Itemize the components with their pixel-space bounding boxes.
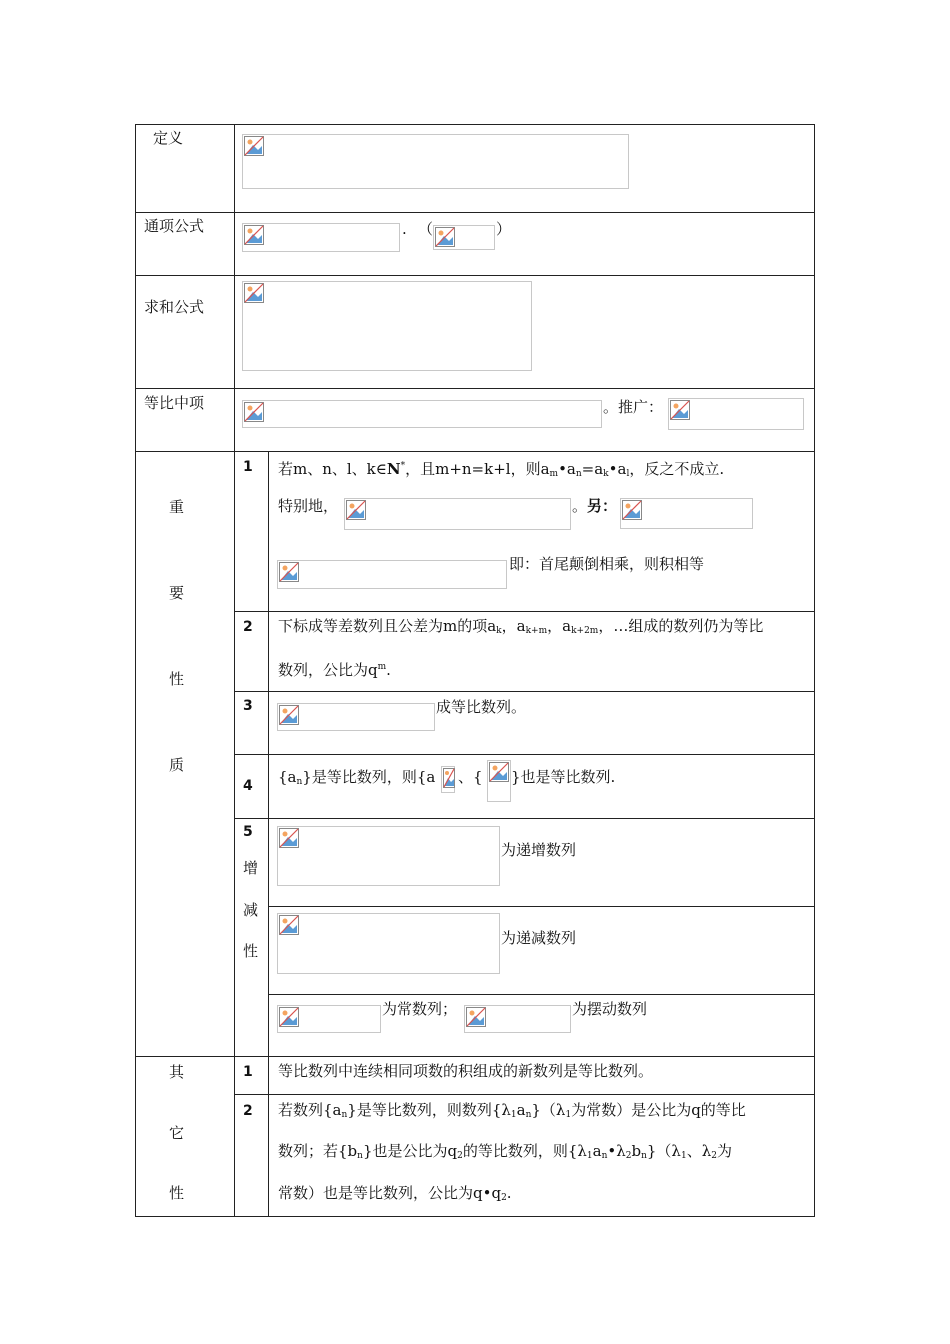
- text-run: 2: [501, 1193, 507, 1203]
- text-run: *: [400, 461, 406, 471]
- text-run: k: [496, 626, 502, 636]
- row-divider: [135, 451, 815, 452]
- property-text: 等比数列中连续相同项数的积组成的新数列是等比数列。: [278, 1062, 654, 1080]
- text-run: •a: [608, 460, 627, 478]
- row-divider: [135, 1056, 815, 1057]
- row-divider: [235, 691, 815, 692]
- text-run: 若m、n、l、k∈: [278, 460, 387, 478]
- other-label-char: 性: [169, 1184, 185, 1202]
- text-run: 的等比数列，则{λ: [462, 1142, 587, 1160]
- property-text: 为常数列；: [382, 1000, 458, 1018]
- text-run: k: [603, 469, 609, 479]
- text-run: ，…组成的数列仍为等比: [598, 617, 764, 635]
- general-term-label: 通项公式: [144, 217, 205, 235]
- table-border-left: [135, 124, 136, 1217]
- row-divider: [135, 388, 815, 389]
- text-run: =a: [581, 460, 604, 478]
- broken-image-icon: [466, 1007, 486, 1027]
- text-run: }（λ: [646, 1142, 681, 1160]
- monotonicity-label-char: 增: [243, 859, 259, 877]
- properties-label-char: 要: [169, 584, 185, 602]
- formula-image: [277, 1005, 381, 1033]
- row-divider: [235, 1094, 815, 1095]
- text-run: 另：: [587, 497, 618, 515]
- formula-image: [277, 703, 435, 731]
- text-run: 常数）也是等比数列，公比为q•q: [278, 1184, 502, 1202]
- formula-image: [242, 400, 602, 428]
- broken-image-icon: [279, 1007, 299, 1027]
- column-divider: [234, 124, 235, 1217]
- formula-image: [277, 826, 500, 886]
- text-run: b: [631, 1142, 642, 1160]
- formula-image: [441, 766, 455, 793]
- text-run: a: [592, 1142, 602, 1160]
- property-text: 即：首尾颠倒相乘，则积相等: [509, 555, 705, 573]
- text-run: n: [296, 777, 303, 787]
- text-run: 1: [510, 1110, 517, 1120]
- text-run: .: [506, 1184, 512, 1202]
- row-divider: [135, 275, 815, 276]
- text-run: l: [626, 469, 630, 479]
- property-text: [278, 1100, 746, 1125]
- text-run: n: [601, 1151, 608, 1161]
- property-number: 2: [243, 619, 253, 635]
- text-run: }（λ: [531, 1101, 566, 1119]
- row-divider: [135, 212, 815, 213]
- broken-image-icon: [244, 283, 264, 303]
- row-divider: [235, 611, 815, 612]
- text-run: }也是公比为q: [362, 1142, 458, 1160]
- broken-image-icon: [346, 500, 366, 520]
- property-number: 1: [243, 1064, 253, 1080]
- formula-image: [242, 134, 629, 189]
- property-text: 为递减数列: [501, 929, 577, 947]
- paren-close: ）: [496, 220, 512, 238]
- properties-label-char: 重: [169, 498, 185, 516]
- other-label-char: 其: [169, 1063, 185, 1081]
- table-border-bottom: [135, 1216, 815, 1217]
- sum-formula-label: 求和公式: [144, 298, 205, 316]
- property-text: [278, 657, 391, 680]
- text-run: 1: [586, 1151, 593, 1161]
- property-number: 4: [243, 778, 253, 794]
- properties-label-char: 性: [169, 670, 185, 688]
- text-run: 为常数）是公比为q的等比: [571, 1101, 746, 1119]
- text-run: ，a: [501, 617, 526, 635]
- text-run: n: [575, 469, 582, 479]
- column-divider: [268, 451, 269, 1057]
- broken-image-icon: [670, 400, 690, 420]
- property-text: 、{: [458, 768, 483, 786]
- property-text: 成等比数列。: [436, 698, 527, 716]
- text-run: 数列；若{b: [278, 1142, 358, 1160]
- property-text: [278, 1141, 732, 1166]
- text-run: k+2m: [571, 626, 599, 636]
- property-text: [572, 496, 617, 516]
- text-run: n: [525, 1110, 532, 1120]
- broken-image-icon: [622, 500, 642, 520]
- text-run: n: [341, 1110, 348, 1120]
- extension-text: 。推广：: [603, 398, 664, 416]
- text-run: •λ: [607, 1142, 626, 1160]
- row-divider: [268, 906, 815, 907]
- property-text: 特别地，: [278, 497, 339, 515]
- text-run: k+m: [525, 626, 548, 636]
- property-text: [278, 767, 435, 792]
- property-text: 为递增数列: [501, 841, 577, 859]
- broken-image-icon: [244, 402, 264, 422]
- text-run: ，反之不成立.: [629, 460, 725, 478]
- formula-image: [344, 498, 571, 530]
- property-text: [278, 616, 763, 641]
- text-run: a: [516, 1101, 526, 1119]
- broken-image-icon: [489, 762, 509, 782]
- text-run: {a: [278, 768, 297, 786]
- text-run: n: [357, 1151, 363, 1161]
- text-run: 2: [457, 1151, 463, 1161]
- formula-image: [433, 225, 495, 250]
- table-border-right: [814, 124, 815, 1217]
- text-run: 。: [572, 497, 588, 515]
- text-run: 1: [565, 1110, 572, 1120]
- property-text: [278, 456, 724, 484]
- text-run: }是等比数列，则数列{λ: [347, 1101, 511, 1119]
- text-run: m: [549, 469, 559, 479]
- broken-image-icon: [279, 915, 299, 935]
- property-number: 3: [243, 698, 253, 714]
- formula-image: [620, 498, 753, 529]
- formula-image: [464, 1005, 571, 1033]
- property-number: 2: [243, 1103, 253, 1119]
- separator-text: .: [402, 220, 407, 238]
- geometric-mean-label: 等比中项: [144, 394, 205, 412]
- row-divider: [268, 994, 815, 995]
- text-run: 下标成等差数列且公差为m的项a: [278, 617, 497, 635]
- formula-image: [242, 223, 400, 252]
- text-run: N: [386, 460, 401, 478]
- other-label-char: 它: [169, 1124, 185, 1142]
- row-divider: [235, 754, 815, 755]
- text-run: }是等比数列，则{a: [302, 768, 436, 786]
- text-run: ，且m+n=k+l，则a: [405, 460, 550, 478]
- formula-image: [277, 560, 507, 589]
- broken-image-icon: [244, 136, 264, 156]
- monotonicity-label-char: 减: [243, 901, 259, 919]
- broken-image-icon: [279, 705, 299, 725]
- text-run: 2: [625, 1151, 632, 1161]
- property-text: }也是等比数列.: [511, 768, 616, 786]
- table-border-top: [135, 124, 815, 125]
- text-run: 数列，公比为q: [278, 661, 378, 679]
- row-divider: [235, 818, 815, 819]
- text-run: •a: [558, 460, 576, 478]
- text-run: 2: [711, 1151, 717, 1161]
- formula-image: [487, 760, 511, 802]
- text-run: n: [641, 1151, 647, 1161]
- text-run: ，a: [547, 617, 572, 635]
- column-divider: [268, 1056, 269, 1217]
- formula-image: [242, 281, 532, 371]
- property-text: [278, 1183, 512, 1208]
- properties-label-char: 质: [169, 756, 185, 774]
- property-number: 1: [243, 459, 253, 475]
- text-run: 、λ: [686, 1142, 712, 1160]
- text-run: m: [377, 662, 387, 672]
- property-number: 5: [243, 824, 253, 840]
- text-run: .: [386, 661, 391, 679]
- text-run: 若数列{a: [278, 1101, 342, 1119]
- broken-image-icon: [279, 828, 299, 848]
- formula-image: [668, 398, 804, 430]
- broken-image-icon: [435, 227, 455, 247]
- text-run: 为: [716, 1142, 732, 1160]
- formula-image: [277, 913, 500, 974]
- paren-open: （: [418, 220, 434, 238]
- monotonicity-label-char: 性: [243, 942, 259, 960]
- broken-image-icon: [443, 768, 455, 788]
- definition-label: 定义: [153, 129, 184, 147]
- broken-image-icon: [279, 562, 299, 582]
- text-run: 1: [680, 1151, 687, 1161]
- property-text: 为摆动数列: [572, 1000, 648, 1018]
- broken-image-icon: [244, 225, 264, 245]
